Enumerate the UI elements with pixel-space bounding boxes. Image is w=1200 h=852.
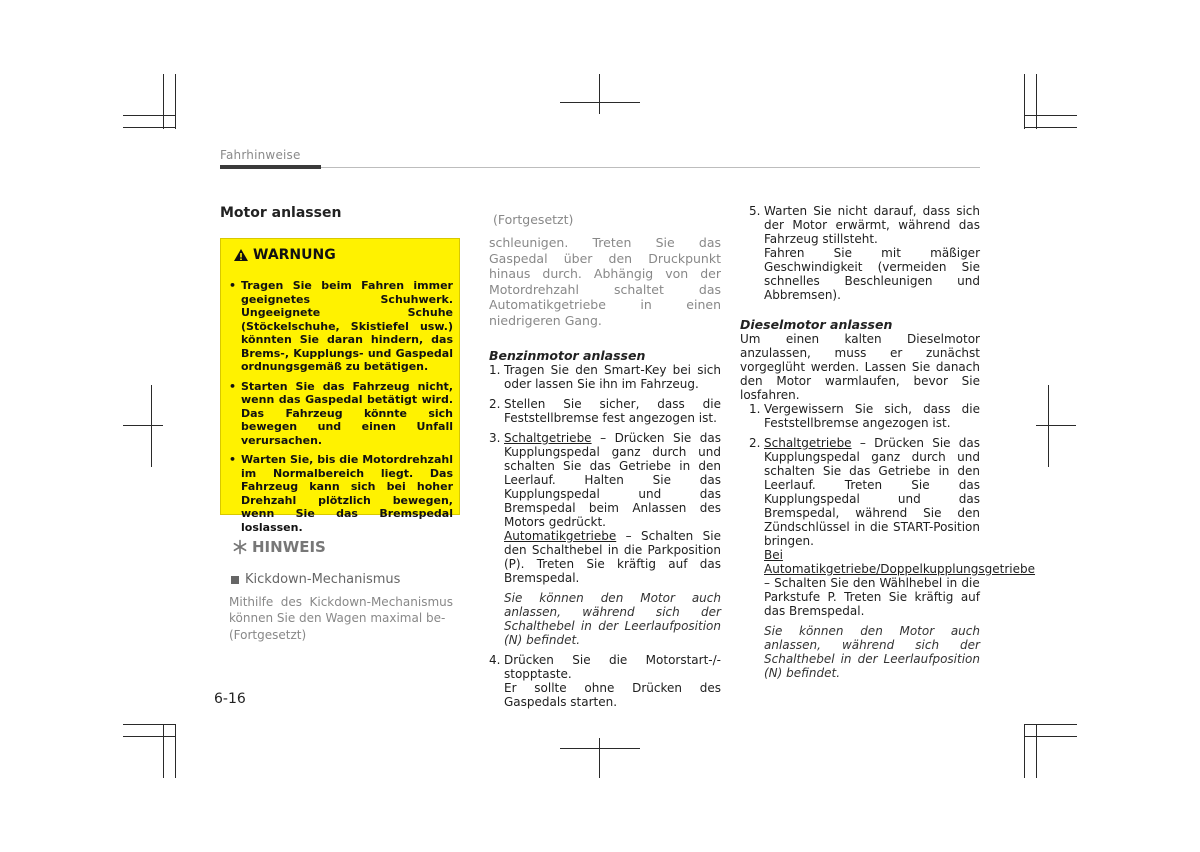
step-item xyxy=(740,204,980,302)
note-text: Mithilfe des Kickdown-Mechanismus können Sie den Wagen maximal be- xyxy=(229,595,453,625)
crop-mark xyxy=(1024,724,1025,778)
step-item xyxy=(740,402,980,430)
crop-mark xyxy=(163,724,164,778)
step-label: Automatikgetriebe xyxy=(504,529,617,543)
registration-mark xyxy=(599,738,600,778)
step-note: Sie können den Motor auch anlassen, während sich der Schalthebel in der Leerlaufposition (N) befindet. xyxy=(764,624,980,680)
registration-mark xyxy=(1048,385,1049,467)
warning-triangle-icon xyxy=(233,248,249,262)
registration-mark xyxy=(151,385,152,467)
warning-item: • Warten Sie, bis die Motordrehzahl im Normalbereich liegt. Das Fahrzeug kann sich bei hoher Drehzahl plötzlich bewegen, wenn Sie das Bremspedal loslassen. xyxy=(229,453,453,534)
continued-label: (Fortgesetzt) xyxy=(229,628,307,642)
benzin-heading: Benzinmotor anlassen xyxy=(489,348,646,363)
step-text: Warten Sie nicht darauf, dass sich der Motor erwärmt, während das Fahrzeug stillsteht. xyxy=(764,204,980,246)
step-note: Sie können den Motor auch anlassen, während sich der Schalthebel in der Leerlaufposition (N) befindet. xyxy=(504,591,721,647)
step-text: – Schalten Sie den Wählhebel in die Parkstufe P. Treten Sie kräftig auf das Bremspedal. xyxy=(764,576,980,618)
step-label: Schaltgetriebe xyxy=(504,431,592,445)
crop-mark xyxy=(123,724,175,725)
warning-item-text: Tragen Sie beim Fahren immer geeignetes Schuhwerk. Ungeeignete Schuhe (Stöckelschuhe, Skistiefel usw.) könnten Sie daran hindern, das Brems-, Kupplungs- und Gaspedal ordnungsgemäß zu betätigen. xyxy=(241,279,453,373)
diesel-intro: Um einen kalten Dieselmotor anzulassen, muss er zunächst vorgeglüht werden. Lassen Sie danach den Motor warmlaufen, bevor Sie losfahren. xyxy=(740,332,980,402)
note-title-text: Kickdown-Mechanismus xyxy=(245,572,401,587)
registration-mark xyxy=(1036,425,1076,426)
crop-mark xyxy=(1036,724,1037,778)
warning-item-text: Starten Sie das Fahrzeug nicht, wenn das Gaspedal betätigt wird. Das Fahrzeug könnte sich bewegen und einen Unfall verursachen. xyxy=(241,379,453,447)
step-number: 3. xyxy=(489,431,501,445)
step-item xyxy=(489,431,721,647)
step-item xyxy=(489,397,721,425)
diesel-steps xyxy=(740,402,1036,680)
note-title xyxy=(231,572,400,587)
crop-mark xyxy=(1036,74,1037,129)
registration-mark xyxy=(560,102,640,103)
crop-mark xyxy=(175,724,176,778)
step-number: 5. xyxy=(749,204,761,218)
asterisk-icon xyxy=(232,539,248,555)
warning-item: • Starten Sie das Fahrzeug nicht, wenn das Gaspedal betätigt wird. Das Fahrzeug könnte sich bewegen und einen Unfall verursachen. xyxy=(229,379,453,447)
crop-mark xyxy=(163,74,164,129)
step-text: Drücken Sie die Motorstart-/-stopptaste. xyxy=(504,653,721,681)
step-text: Vergewissern Sie sich, dass die Feststellbremse angezogen ist. xyxy=(764,402,980,430)
warning-heading xyxy=(233,247,336,263)
column-2 xyxy=(489,213,721,715)
crop-mark xyxy=(175,74,176,129)
header-rule xyxy=(220,167,980,168)
crop-mark xyxy=(123,115,175,116)
page-number: 6-16 xyxy=(214,691,246,707)
step-item xyxy=(489,363,721,391)
hinweis-label: HINWEIS xyxy=(252,538,326,556)
continued-paragraph: schleunigen. Treten Sie das Gaspedal über den Druckpunkt hinaus durch. Abhängig von der Motordrehzahl schaltet das Automatikgetriebe in einen niedrigeren Gang. xyxy=(489,235,721,328)
section-header: Fahrhinweise xyxy=(220,148,301,162)
diesel-heading: Dieselmotor anlassen xyxy=(740,317,893,332)
registration-mark xyxy=(123,425,163,426)
step-item xyxy=(489,653,721,709)
hinweis-heading xyxy=(232,538,326,556)
step-number: 2. xyxy=(489,397,501,411)
step-label: Schaltgetriebe xyxy=(764,436,852,450)
header-accent-bar xyxy=(220,165,321,169)
warning-list xyxy=(227,279,453,540)
registration-mark xyxy=(560,748,640,749)
step-text: Er sollte ohne Drücken des Gaspedals starten. xyxy=(504,681,721,709)
step-number: 4. xyxy=(489,653,501,667)
step-text: – Drücken Sie das Kupplungspedal ganz durch und schalten Sie das Getriebe in den Leerlauf. Halten Sie das Kupplungspedal und das Bremspedal beim Anlassen des Motors gedrückt. xyxy=(504,431,721,529)
continued-label: (Fortgesetzt) xyxy=(493,212,574,227)
step-number: 1. xyxy=(749,402,761,416)
step-number: 1. xyxy=(489,363,501,377)
step-item xyxy=(740,436,1036,680)
warning-item-text: Warten Sie, bis die Motordrehzahl im Normalbereich liegt. Das Fahrzeug kann sich bei hoher Drehzahl plötzlich bewegen, wenn Sie das Bremspedal loslassen. xyxy=(241,453,453,534)
step-text: – Schalten Sie den Schalthebel in die Parkposition (P). Treten Sie kräftig auf das Bremspedal. xyxy=(504,529,721,585)
crop-mark xyxy=(123,736,175,737)
crop-mark xyxy=(1024,115,1077,116)
square-bullet-icon xyxy=(231,576,239,584)
step-text: Tragen Sie den Smart-Key bei sich oder lassen Sie ihn im Fahrzeug. xyxy=(504,363,721,391)
warning-box xyxy=(220,238,460,534)
column-3 xyxy=(740,204,1036,686)
crop-mark xyxy=(1024,724,1077,725)
step-text: Stellen Sie sicher, dass die Feststellbremse fest angezogen ist. xyxy=(504,397,721,425)
step-number: 2. xyxy=(749,436,761,450)
continued-steps xyxy=(740,204,980,302)
registration-mark xyxy=(599,74,600,114)
warning-item: • Tragen Sie beim Fahren immer geeignetes Schuhwerk. Ungeeignete Schuhe (Stöckelschuhe, Skistiefel usw.) könnten Sie daran hindern, das Brems-, Kupplungs- und Gaspedal ordnungsgemäß zu betätigen. xyxy=(229,279,453,373)
step-label: Bei Automatikgetriebe/Doppelkupplungsgetriebe xyxy=(764,548,1036,576)
section-title: Motor anlassen xyxy=(220,205,342,221)
step-text: – Drücken Sie das Kupplungspedal ganz durch und schalten Sie das Getriebe in den Leerlauf. Treten Sie das Kupplungspedal und das Bremspedal, während Sie den Zündschlüssel in die START-Position bringen. xyxy=(764,436,980,548)
crop-mark xyxy=(123,127,175,128)
benzin-steps xyxy=(489,363,721,709)
warning-label: WARNUNG xyxy=(253,247,336,263)
step-text: Fahren Sie mit mäßiger Geschwindigkeit (vermeiden Sie schnelles Beschleunigen und Abbremsen). xyxy=(764,246,980,302)
crop-mark xyxy=(1024,74,1025,129)
crop-mark xyxy=(1024,127,1077,128)
crop-mark xyxy=(1024,736,1077,737)
